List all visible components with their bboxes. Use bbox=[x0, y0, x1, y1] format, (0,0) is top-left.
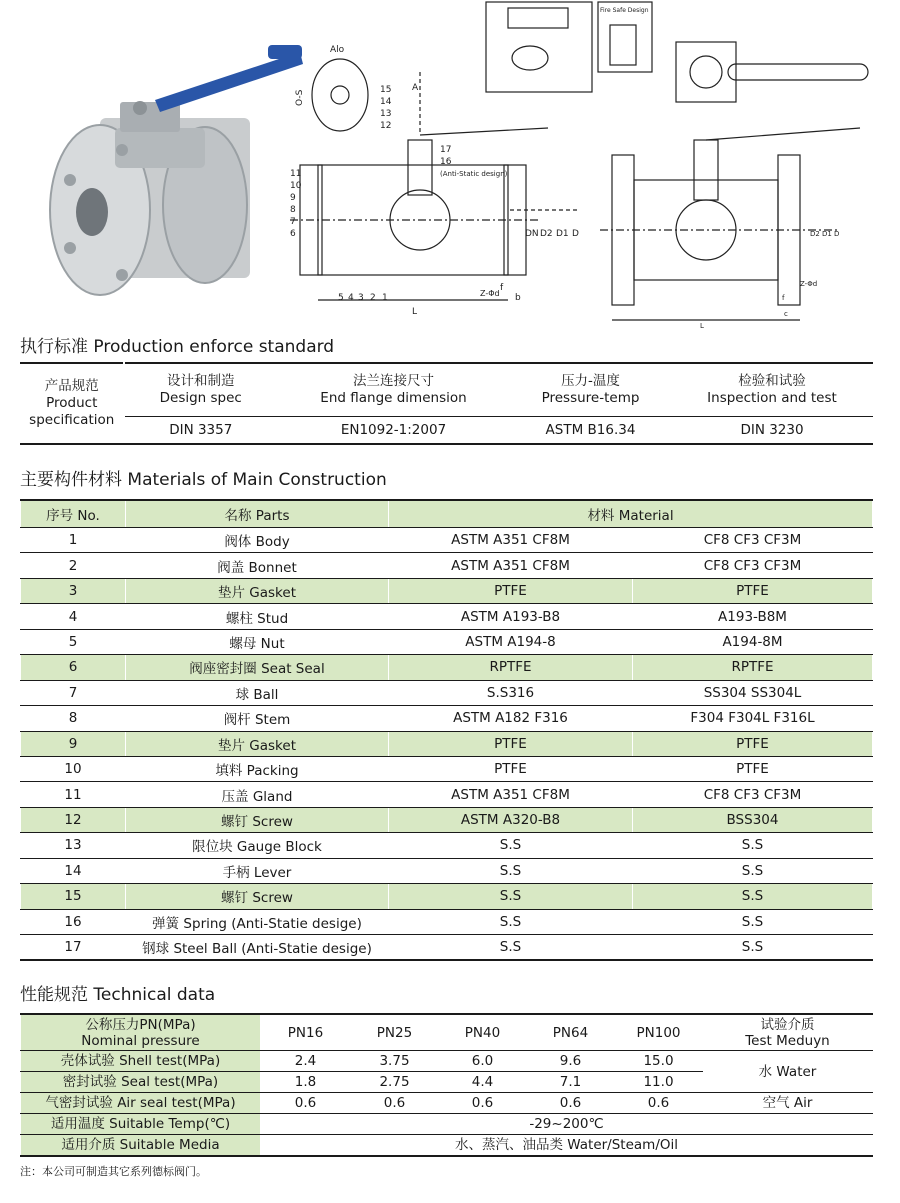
valve-figure bbox=[0, 0, 900, 335]
valve-photo bbox=[50, 45, 303, 295]
svg-text:3: 3 bbox=[358, 293, 364, 303]
table-row: 适用介质 Suitable Media 水、蒸汽、油品类 Water/Steam/Oil bbox=[21, 1135, 873, 1157]
table-row: 适用温度 Suitable Temp(℃) -29~200℃ bbox=[21, 1114, 873, 1135]
svg-text:D: D bbox=[572, 229, 579, 239]
technical-title: 性能规范 Technical data bbox=[20, 985, 216, 1005]
design-spec-header: 设计和制造 Design spec bbox=[124, 363, 278, 417]
table-row: 气密封试验 Air seal test(MPa) 0.6 0.6 0.6 0.6 0.6 空气 Air bbox=[21, 1093, 873, 1114]
water-medium: 水 Water bbox=[703, 1051, 873, 1093]
table-row: 11 压盖 Gland ASTM A351 CF8M CF8 CF3 CF3M bbox=[21, 782, 873, 807]
svg-text:8: 8 bbox=[290, 205, 296, 215]
pressure-temp-value: ASTM B16.34 bbox=[510, 417, 672, 445]
materials-table bbox=[20, 499, 873, 961]
svg-text:(Anti-Static design): (Anti-Static design) bbox=[440, 170, 508, 178]
svg-text:Fire Safe Design: Fire Safe Design bbox=[600, 7, 649, 14]
svg-text:f: f bbox=[782, 294, 785, 302]
svg-text:6: 6 bbox=[290, 229, 296, 239]
table-row: 2 阀盖 Bonnet ASTM A351 CF8M CF8 CF3 CF3M bbox=[21, 553, 873, 578]
table-row: 1 阀体 Body ASTM A351 CF8M CF8 CF3 CF3M bbox=[21, 528, 873, 553]
svg-text:c: c bbox=[784, 310, 788, 318]
pn40-header: PN40 bbox=[439, 1014, 527, 1051]
pn25-header: PN25 bbox=[351, 1014, 439, 1051]
svg-text:O-S: O-S bbox=[295, 89, 305, 106]
no-header: 序号 No. bbox=[21, 500, 126, 528]
table-row: 10 填料 Packing PTFE PTFE bbox=[21, 756, 873, 781]
svg-text:D2: D2 bbox=[540, 229, 553, 239]
sectional-drawing-left bbox=[290, 59, 580, 300]
svg-text:A: A bbox=[412, 83, 419, 93]
table-row: 4 螺柱 Stud ASTM A193-B8 A193-B8M bbox=[21, 604, 873, 629]
table-row: 9 垫片 Gasket PTFE PTFE bbox=[21, 731, 873, 756]
svg-text:1: 1 bbox=[382, 293, 388, 303]
svg-text:D1: D1 bbox=[822, 230, 832, 238]
svg-text:L: L bbox=[700, 322, 704, 330]
svg-text:12: 12 bbox=[380, 121, 392, 131]
air-medium: 空气 Air bbox=[703, 1093, 873, 1114]
table-row: 壳体试验 Shell test(MPa) 2.4 3.75 6.0 9.6 15.0 水 Water bbox=[21, 1051, 873, 1072]
temp-value: -29~200℃ bbox=[261, 1114, 873, 1135]
test-medium-header: 试验介质 Test Meduyn bbox=[703, 1014, 873, 1051]
product-spec-label: 产品规范 Product specification bbox=[21, 363, 124, 444]
svg-text:2: 2 bbox=[370, 293, 376, 303]
pressure-temp-header: 压力-温度 Pressure-temp bbox=[510, 363, 672, 417]
detail-insets bbox=[486, 2, 652, 92]
table-row: 3 垫片 Gasket PTFE PTFE bbox=[21, 578, 873, 603]
svg-text:5: 5 bbox=[338, 293, 344, 303]
materials-title: 主要构件材料 Materials of Main Construction bbox=[20, 470, 387, 490]
svg-text:4: 4 bbox=[348, 293, 354, 303]
svg-text:L: L bbox=[412, 307, 418, 317]
svg-text:Z-Φd: Z-Φd bbox=[480, 289, 500, 298]
table-row: 5 螺母 Nut ASTM A194-8 A194-8M bbox=[21, 629, 873, 654]
svg-text:7: 7 bbox=[290, 217, 296, 227]
pn16-header: PN16 bbox=[261, 1014, 351, 1051]
inspection-header: 检验和试验 Inspection and test bbox=[672, 363, 873, 417]
inspection-value: DIN 3230 bbox=[672, 417, 873, 445]
table-row: 16 弹簧 Spring (Anti-Statie desige) S.S S.S bbox=[21, 909, 873, 934]
svg-text:14: 14 bbox=[380, 97, 392, 107]
table-row: 6 阀座密封圈 Seat Seal RPTFE RPTFE bbox=[21, 655, 873, 680]
sectional-drawing-right bbox=[600, 42, 868, 320]
svg-text:9: 9 bbox=[290, 193, 296, 203]
table-row: 15 螺钉 Screw S.S S.S bbox=[21, 884, 873, 909]
svg-text:11: 11 bbox=[290, 169, 302, 179]
table-row: 14 手柄 Lever S.S S.S bbox=[21, 858, 873, 883]
svg-text:DN: DN bbox=[525, 229, 539, 239]
svg-text:10: 10 bbox=[290, 181, 302, 191]
svg-text:b: b bbox=[515, 293, 521, 303]
nominal-pressure-header: 公称压力PN(MPa) Nominal pressure bbox=[21, 1014, 261, 1051]
table-row: 13 限位块 Gauge Block S.S S.S bbox=[21, 833, 873, 858]
table-row: 8 阀杆 Stem ASTM A182 F316 F304 F304L F316L bbox=[21, 706, 873, 731]
svg-text:16: 16 bbox=[440, 157, 452, 167]
svg-text:D1: D1 bbox=[556, 229, 569, 239]
svg-text:13: 13 bbox=[380, 109, 392, 119]
svg-text:Z-Φd: Z-Φd bbox=[800, 280, 818, 288]
production-title: 执行标准 Production enforce standard bbox=[20, 337, 335, 357]
table-row: 17 钢球 Steel Ball (Anti-Statie desige) S.S S.S bbox=[21, 935, 873, 961]
material-header: 材料 Material bbox=[389, 500, 873, 528]
svg-text:f: f bbox=[500, 283, 504, 293]
flange-dimension-value: EN1092-1:2007 bbox=[278, 417, 510, 445]
dimension-labels bbox=[290, 7, 839, 330]
svg-text:17: 17 bbox=[440, 145, 452, 155]
svg-text:15: 15 bbox=[380, 85, 392, 95]
lever-handle bbox=[155, 52, 303, 112]
table-row: 12 螺钉 Screw ASTM A320-B8 BSS304 bbox=[21, 807, 873, 832]
pn100-header: PN100 bbox=[615, 1014, 703, 1051]
table-row: 7 球 Ball S.S316 SS304 SS304L bbox=[21, 680, 873, 705]
design-spec-value: DIN 3357 bbox=[124, 417, 278, 445]
table-row: 密封试验 Seal test(MPa) 1.8 2.75 4.4 7.1 11.0 bbox=[21, 1072, 873, 1093]
svg-text:Alo: Alo bbox=[330, 45, 345, 55]
parts-header: 名称 Parts bbox=[126, 500, 389, 528]
production-standard-table bbox=[20, 362, 873, 445]
footnote: 注：本公司可制造其它系列德标阀门。 bbox=[20, 1165, 207, 1178]
pn64-header: PN64 bbox=[527, 1014, 615, 1051]
svg-text:D: D bbox=[834, 230, 840, 238]
media-value: 水、蒸汽、油品类 Water/Steam/Oil bbox=[261, 1135, 873, 1157]
technical-data-table bbox=[20, 1013, 873, 1157]
flange-dimension-header: 法兰连接尺寸 End flange dimension bbox=[278, 363, 510, 417]
svg-text:D2: D2 bbox=[810, 230, 820, 238]
